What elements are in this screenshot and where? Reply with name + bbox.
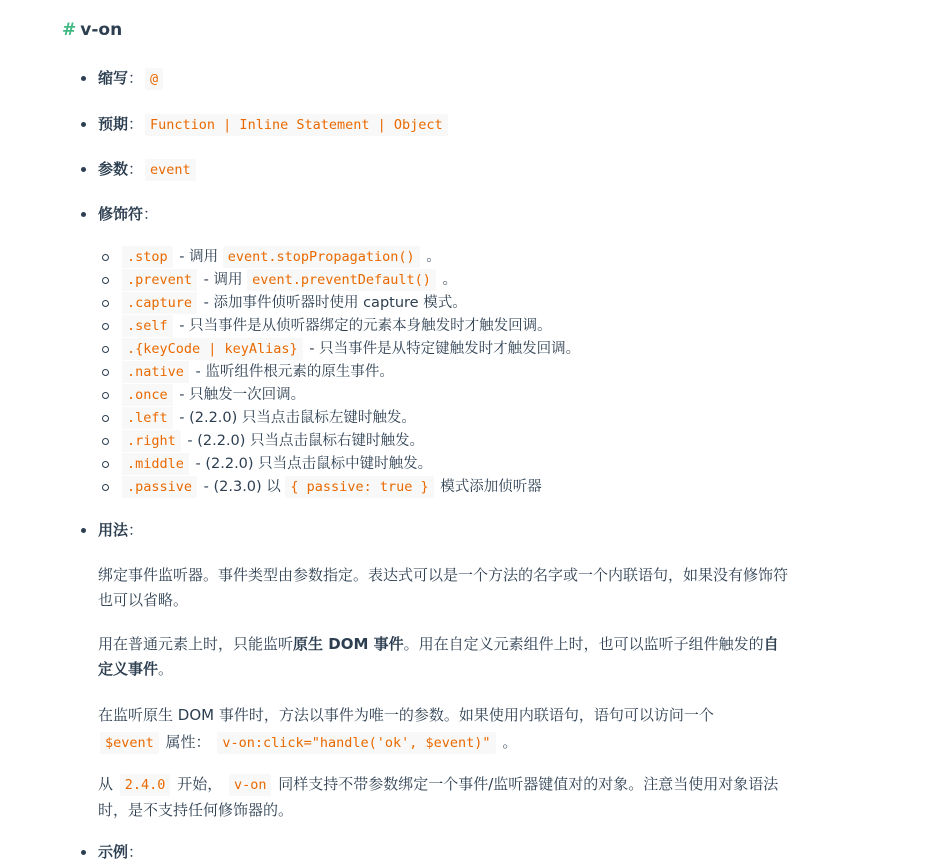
colon: ： (128, 160, 144, 178)
event-code: $event (100, 732, 159, 754)
shorthand-label: 缩写 (98, 69, 129, 87)
shorthand-value: @ (145, 68, 163, 90)
modifier-code: .middle (122, 453, 189, 475)
shorthand-item (98, 66, 165, 91)
text-run: 开始， (172, 775, 227, 793)
modifier-item (122, 430, 580, 453)
text-run: 同样支持不带参数绑定一个事件/监听器键值对的对象。注意当使用对象语法时，是不支持任何修饰器的。 (98, 775, 779, 819)
modifier-item (122, 269, 580, 292)
usage-item (98, 518, 143, 542)
modifier-desc: - 添加事件侦听器时使用 capture 模式。 (199, 295, 467, 311)
text-run: 。 (497, 733, 518, 751)
modifier-code: .once (122, 384, 173, 406)
expects-item (98, 112, 450, 137)
usage-label: 用法 (98, 521, 129, 539)
modifier-code: .stop (122, 246, 173, 268)
text-run: 用在普通元素上时，只能监听 (98, 635, 294, 653)
modifier-code: .capture (122, 292, 197, 314)
modifier-desc: - 监听组件根元素的原生事件。 (190, 364, 394, 380)
modifiers-item (98, 202, 158, 226)
modifier-code-inline: event.stopPropagation() (223, 246, 420, 268)
modifier-code-inline: { passive: true } (285, 476, 433, 498)
custom-event-strong: 自定义事件 (98, 635, 779, 678)
modifier-code: .self (122, 315, 173, 337)
modifier-item (122, 384, 580, 407)
heading-title: v-on (80, 20, 123, 40)
modifier-list (122, 246, 580, 499)
native-dom-event-strong: 原生 DOM 事件 (293, 635, 404, 653)
colon: ： (143, 205, 159, 223)
modifier-code-inline: event.preventDefault() (247, 269, 436, 291)
usage-paragraph-3 (98, 702, 788, 757)
text-run: 从 (98, 775, 118, 793)
modifier-item (122, 476, 580, 499)
colon: ： (128, 115, 144, 133)
click-handler-code: v-on:click="handle('ok', $event)" (217, 732, 495, 754)
colon: ： (128, 69, 144, 87)
modifier-desc-tail: 模式添加侦听器 (435, 479, 542, 495)
modifiers-label: 修饰符 (98, 205, 144, 223)
example-item (98, 840, 143, 864)
expects-label: 预期 (98, 115, 129, 133)
modifier-desc-tail: 。 (437, 272, 458, 288)
modifier-code: .passive (122, 476, 197, 498)
expects-value: Function | Inline Statement | Object (145, 114, 448, 136)
usage-paragraph-1: 绑定事件监听器。事件类型由参数指定。表达式可以是一个方法的名字或一个内联语句，如果没有修饰符也可以省略。 (98, 566, 789, 609)
modifier-code: .right (122, 430, 181, 452)
modifier-item (122, 246, 580, 269)
modifier-desc: - (2.2.0) 只当点击鼠标左键时触发。 (174, 410, 416, 426)
text-run: 属性： (160, 733, 216, 751)
version-code: 2.4.0 (120, 774, 171, 796)
modifier-item (122, 407, 580, 430)
usage-paragraph-2 (98, 632, 788, 682)
modifier-code: .left (122, 407, 173, 429)
modifier-desc: - (2.2.0) 只当点击鼠标右键时触发。 (182, 433, 425, 449)
colon: ： (128, 521, 144, 539)
modifier-desc: - 调用 (174, 249, 223, 265)
modifier-code: .{keyCode | keyAlias} (122, 338, 303, 360)
heading-anchor-link[interactable]: # (62, 20, 77, 40)
modifier-desc: - 只当事件是从侦听器绑定的元素本身触发时才触发回调。 (174, 318, 552, 334)
modifier-desc: - 调用 (199, 272, 248, 288)
modifier-desc: - 只触发一次回调。 (174, 387, 306, 403)
example-label: 示例 (98, 843, 129, 861)
argument-item (98, 157, 198, 182)
text-run: 在监听原生 DOM 事件时，方法以事件为唯一的参数。如果使用内联语句，语句可以访问一个 (98, 706, 714, 724)
modifier-item (122, 292, 580, 315)
modifier-desc-tail: 。 (421, 249, 441, 265)
modifier-item (122, 361, 580, 384)
modifier-item (122, 338, 580, 361)
text-run: 。 (158, 660, 174, 678)
v-on-code: v-on (229, 774, 272, 796)
usage-paragraph-4 (98, 772, 788, 823)
modifier-item (122, 453, 580, 476)
modifier-desc: - (2.2.0) 只当点击鼠标中键时触发。 (190, 456, 433, 472)
modifier-code: .prevent (122, 269, 197, 291)
modifier-desc: - 只当事件是从特定键触发时才触发回调。 (304, 341, 581, 357)
text-run: 。用在自定义元素组件上时，也可以监听子组件触发的 (403, 635, 764, 653)
modifier-desc: - (2.3.0) 以 (199, 479, 286, 495)
argument-label: 参数 (98, 160, 129, 178)
argument-value: event (145, 159, 196, 181)
modifier-item (122, 315, 580, 338)
section-heading (62, 20, 122, 40)
colon: ： (128, 843, 144, 861)
modifier-code: .native (122, 361, 189, 383)
